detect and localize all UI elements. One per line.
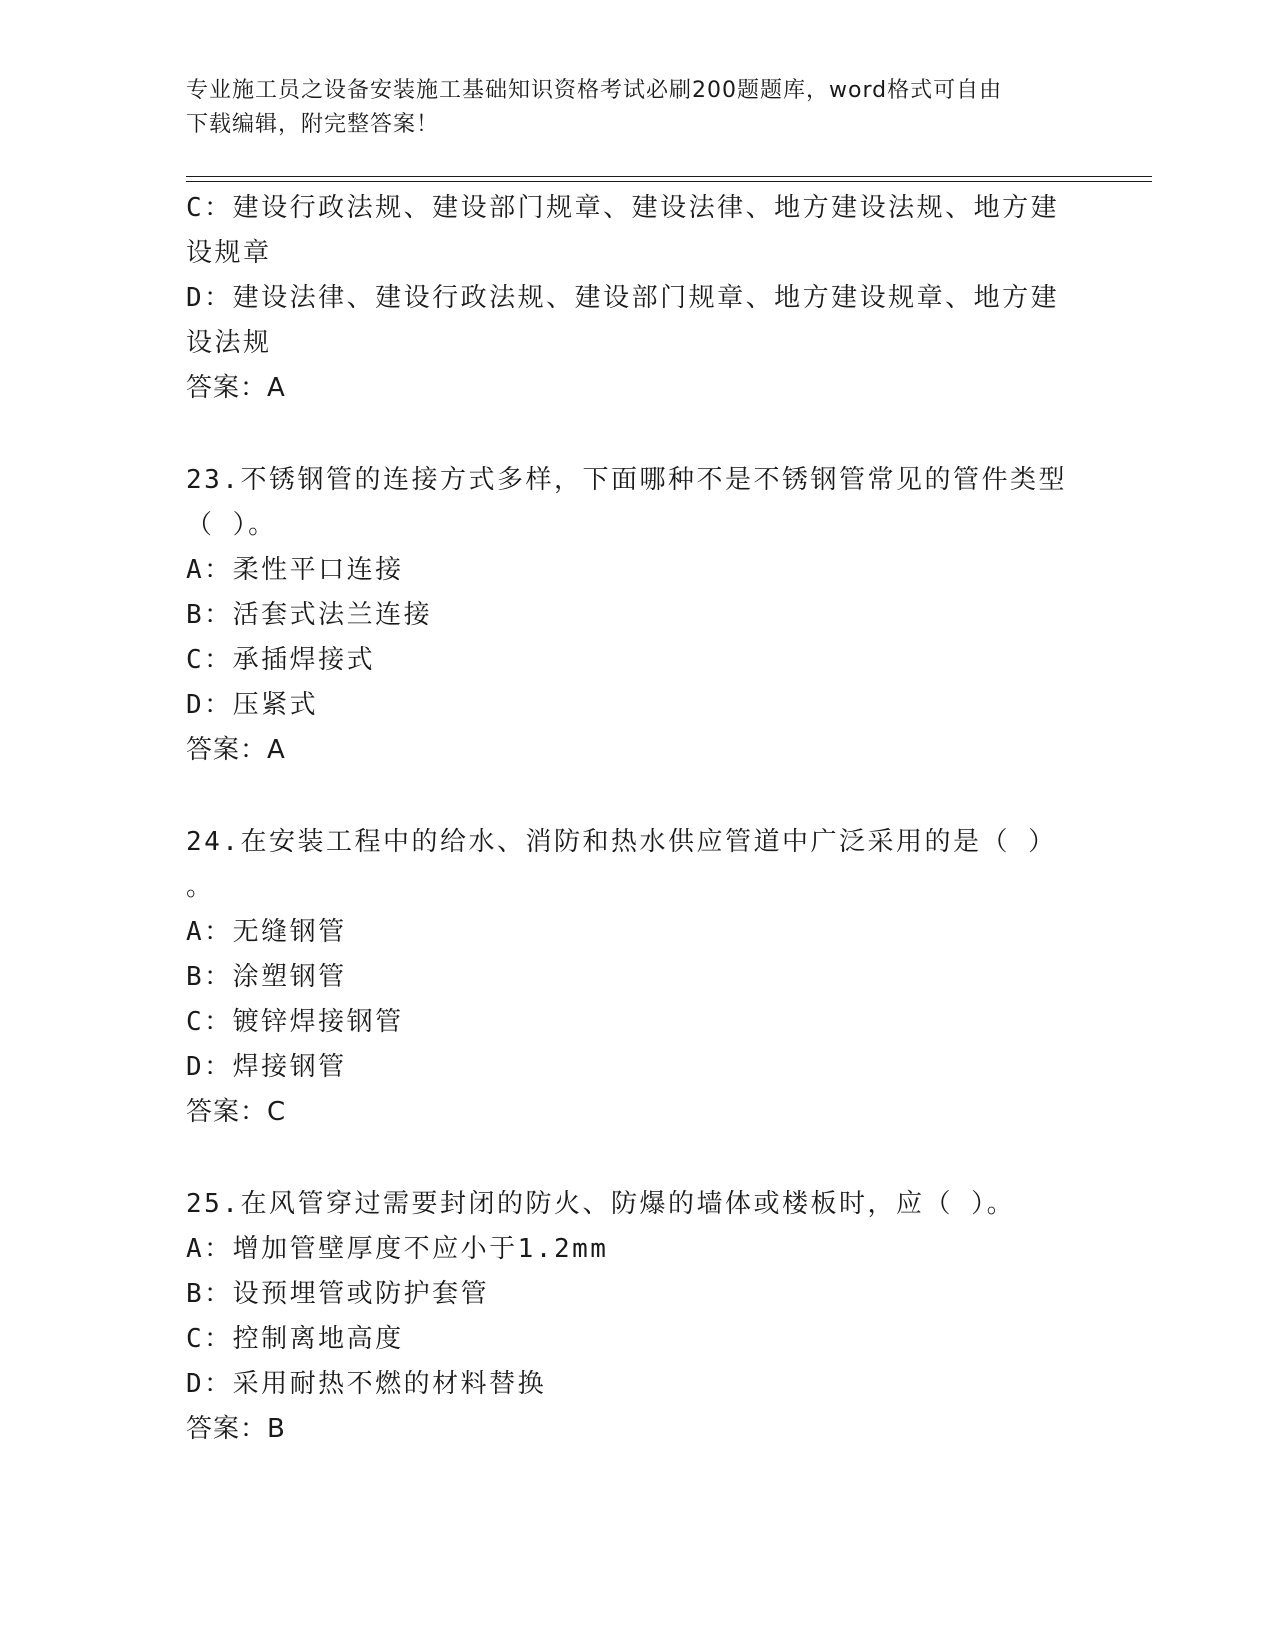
- q24-stem-line-1: 24.在安装工程中的给水、消防和热水供应管道中广泛采用的是（ ）: [186, 827, 1057, 857]
- page-header: [186, 74, 1066, 142]
- header-divider: [186, 176, 1152, 182]
- q23-stem-line-2: （ ）。: [186, 510, 277, 540]
- q24-option-a: A：无缝钢管: [186, 917, 347, 947]
- q23-option-d: D：压紧式: [186, 690, 319, 720]
- question-24: [186, 820, 1086, 1135]
- spacer: [186, 1135, 1086, 1182]
- q24-option-b: B：涂塑钢管: [186, 962, 347, 992]
- spacer: [186, 773, 1086, 820]
- q23-option-a: A：柔性平口连接: [186, 555, 404, 585]
- q24-option-c: C：镀锌焊接钢管: [186, 1007, 404, 1037]
- q23-stem-line-1: 23.不锈钢管的连接方式多样，下面哪种不是不锈钢管常见的管件类型: [186, 465, 1067, 495]
- q24-option-d: D：焊接钢管: [186, 1052, 347, 1082]
- q22-option-d-line-1: D：建设法律、建设行政法规、建设部门规章、地方建设规章、地方建: [186, 283, 1060, 313]
- question-content: [186, 186, 1086, 1452]
- q25-answer: 答案：B: [186, 1414, 286, 1444]
- spacer: [186, 411, 1086, 458]
- q25-option-a: A：增加管壁厚度不应小于1.2mm: [186, 1234, 609, 1264]
- q22-option-c-line-2: 设规章: [186, 238, 272, 268]
- q23-option-b: B：活套式法兰连接: [186, 600, 433, 630]
- question-23: [186, 458, 1086, 773]
- q22-option-d-line-2: 设法规: [186, 328, 272, 358]
- question-25: [186, 1182, 1086, 1452]
- question-22: [186, 186, 1086, 411]
- q25-option-d: D：采用耐热不燃的材料替换: [186, 1369, 547, 1399]
- q22-answer: 答案：A: [186, 373, 286, 403]
- q24-answer: 答案：C: [186, 1097, 287, 1127]
- q25-stem-line-1: 25.在风管穿过需要封闭的防火、防爆的墙体或楼板时，应（ ）。: [186, 1189, 1016, 1219]
- q24-stem-line-2: 。: [186, 872, 215, 902]
- header-title-line-1: 专业施工员之设备安装施工基础知识资格考试必刷200题题库，word格式可自由: [186, 78, 1003, 103]
- q23-answer: 答案：A: [186, 735, 286, 765]
- q23-option-c: C：承插焊接式: [186, 645, 376, 675]
- header-title-line-2: 下载编辑，附完整答案！: [186, 112, 440, 137]
- q25-option-b: B：设预埋管或防护套管: [186, 1279, 490, 1309]
- q22-option-c-line-1: C：建设行政法规、建设部门规章、建设法律、地方建设法规、地方建: [186, 193, 1060, 223]
- q25-option-c: C：控制离地高度: [186, 1324, 404, 1354]
